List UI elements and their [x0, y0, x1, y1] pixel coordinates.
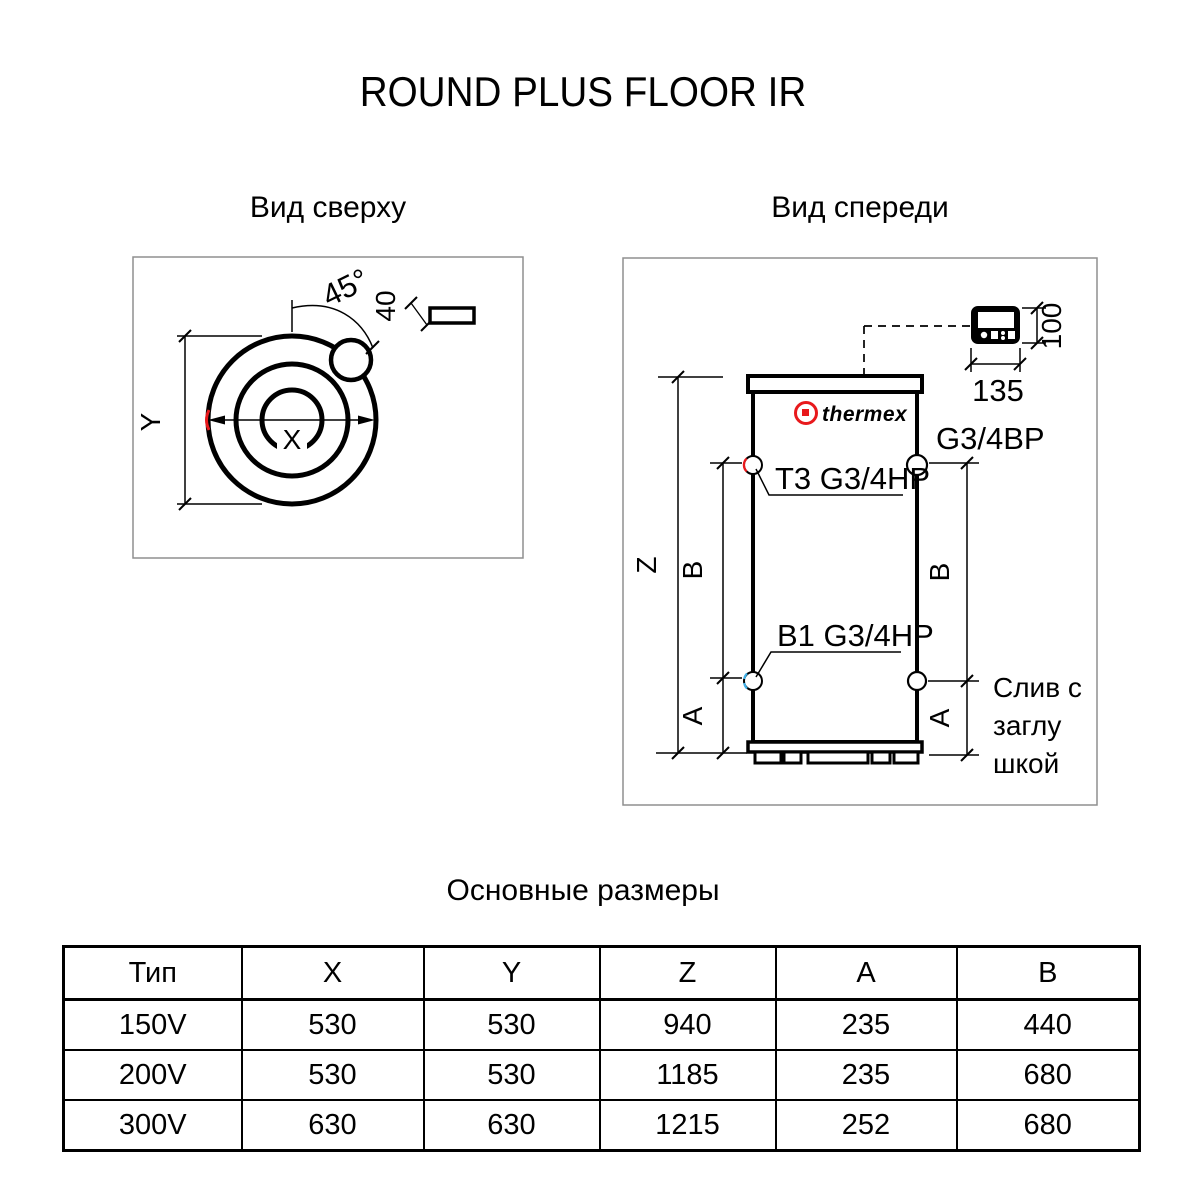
table-row: [64, 1100, 1140, 1151]
x-dimension-label: X: [282, 424, 302, 455]
left-b-label: B: [677, 560, 708, 580]
cell-y: 630: [424, 1100, 600, 1151]
outlet-bp-label: G3/4BP: [936, 421, 1045, 456]
table-row: [64, 1000, 1140, 1051]
cell-x: 530: [242, 1000, 424, 1051]
table-row: [64, 1050, 1140, 1100]
drain-note-line: шкой: [993, 748, 1060, 779]
drain-notch: [908, 672, 926, 690]
panel-leader-dashed-line: [864, 326, 971, 378]
table-title: Основные размеры: [446, 874, 720, 907]
cell-type: 300V: [64, 1100, 242, 1151]
right-b-label: B: [924, 562, 955, 582]
cell-z: 1185: [600, 1050, 776, 1100]
z-dimension-label: Z: [631, 556, 662, 574]
tank-body: [753, 392, 917, 742]
cell-y: 530: [424, 1050, 600, 1100]
table-header-row: [64, 947, 1140, 1000]
col-header-y: Y: [424, 947, 600, 1000]
control-panel: [971, 306, 1020, 344]
panel-height-label: 100: [1036, 302, 1067, 350]
wall-bracket: [430, 308, 474, 323]
cell-type: 200V: [64, 1050, 242, 1100]
left-ba-dimension: [710, 457, 742, 759]
col-header-a: A: [776, 947, 957, 1000]
foot: [755, 752, 781, 763]
tank-feet: [755, 752, 918, 763]
pipe-boss-circle: [331, 340, 371, 380]
control-panel-button: [991, 331, 998, 339]
control-panel-knob: [981, 332, 987, 338]
drain-note-line: заглу: [993, 710, 1062, 741]
cell-z: 1215: [600, 1100, 776, 1151]
dimensions-table: [62, 945, 1141, 1152]
col-header-type: Тип: [64, 947, 242, 1000]
cell-b: 680: [957, 1100, 1140, 1151]
foot: [872, 752, 890, 763]
top-view-title: Вид сверху: [249, 191, 407, 224]
angle-dimension-label: 45°: [316, 261, 375, 314]
cell-y: 530: [424, 1000, 600, 1051]
cell-z: 940: [600, 1000, 776, 1051]
y-dimension-label: Y: [135, 412, 166, 432]
tank-top-cap: [748, 376, 922, 392]
front-view-title: Вид спереди: [771, 191, 949, 224]
drain-note-line: Слив с: [993, 672, 1082, 703]
drain-note: [993, 672, 1082, 779]
foot: [894, 752, 918, 763]
control-panel-display: [978, 312, 1014, 328]
panel-width-dimension: [965, 348, 1026, 372]
cell-type: 150V: [64, 1000, 242, 1051]
b1-label: B1 G3/4HP: [777, 618, 934, 653]
cell-b: 680: [957, 1050, 1140, 1100]
col-header-b: B: [957, 947, 1140, 1000]
control-panel-dot: [1001, 331, 1005, 335]
thermex-logo-icon-core: [802, 409, 809, 416]
top-view: [133, 257, 523, 558]
thermex-logo-text: thermex: [822, 403, 908, 426]
cell-x: 530: [242, 1050, 424, 1100]
foot: [808, 752, 868, 763]
control-panel-dot: [1001, 336, 1005, 340]
t3-label: T3 G3/4HP: [775, 461, 931, 496]
t3-notch: [744, 456, 762, 474]
cell-a: 235: [776, 1050, 957, 1100]
page-title: ROUND PLUS FLOOR IR: [359, 68, 807, 115]
left-a-label: A: [677, 706, 708, 726]
control-panel-button: [1008, 331, 1015, 339]
gap-dimension-label: 40: [370, 290, 401, 322]
col-header-z: Z: [600, 947, 776, 1000]
cell-a: 235: [776, 1000, 957, 1051]
front-view: [623, 258, 1097, 805]
cell-x: 630: [242, 1100, 424, 1151]
col-header-x: X: [242, 947, 424, 1000]
foot: [784, 752, 801, 763]
right-a-label: A: [924, 708, 955, 728]
cell-a: 252: [776, 1100, 957, 1151]
cell-b: 440: [957, 1000, 1140, 1051]
panel-width-label: 135: [972, 373, 1024, 408]
